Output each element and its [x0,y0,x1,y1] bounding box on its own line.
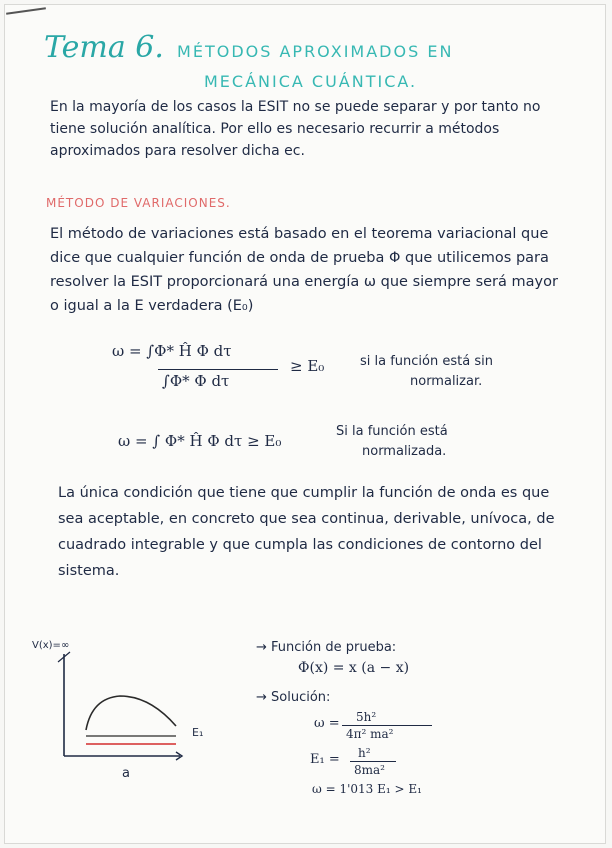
eq1-rhs: ≥ E₀ [290,357,325,375]
omega-numerator: 5h² [356,710,377,724]
trial-function-curve [86,696,176,730]
e1-fraction-line [350,761,396,762]
omega-lhs: ω = [314,716,340,731]
solution-label: → Solución: [256,690,331,705]
eq2-note-line2: normalizada. [362,444,447,459]
e1-denominator: 8ma² [354,763,385,777]
plot-x-label: a [122,766,130,781]
eq1-fraction-line [158,369,278,370]
title-main: Tema 6. [44,30,164,65]
eq1-denominator: ∫Φ* Φ dτ [162,372,230,390]
e1-numerator: h² [358,746,371,760]
variational-paragraph: El método de variaciones está basado en el teorema variacional que dice que cualquier función de onda de prueba Φ que utilicemos para resolver la ESIT proporcionará una energía ω que siempre será mayor o igual a la E verdadera (E₀) [50,226,558,314]
trial-function-label: → Función de prueba: [256,640,397,655]
omega-fraction-line [342,725,432,726]
plot-y-label: V(x)=∞ [32,640,70,651]
title-subject-line1: MÉTODOS APROXIMADOS EN [177,42,454,61]
condition-paragraph: La única condición que tiene que cumplir la función de onda es que sea aceptable, en concreto que sea continua, derivable, unívoca, de cuadrado integrable y que cumpla las condiciones de contorno del sistema. [58,485,555,579]
trial-function-expr: Φ(x) = x (a − x) [298,660,410,676]
eq2-expression: ω = ∫ Φ* Ĥ Φ dτ ≥ E₀ [118,432,282,450]
omega-denominator: 4π² ma² [346,727,394,741]
title-subject-line2: MECÁNICA CUÁNTICA. [204,72,418,91]
intro-paragraph: En la mayoría de los casos la ESIT no se puede separar y por tanto no tiene solución analítica. Por ello es necesario recurrir a métodos aproximados para resolver dicha ec. [50,99,541,159]
section-heading: MÉTODO DE VARIACIONES. [46,196,231,210]
e1-lhs: E₁ = [310,752,340,767]
eq1-numerator: ω = ∫Φ* Ĥ Φ dτ [112,342,232,360]
page-title [44,30,564,91]
eq1-note-line1: si la función está sin [360,354,493,369]
plot-e1-label: E₁ [192,726,204,739]
potential-well-sketch [30,640,200,770]
eq2-note-line1: Si la función está [336,424,448,439]
result-expr: ω = 1'013 E₁ > E₁ [312,782,422,796]
eq1-note-line2: normalizar. [410,374,483,389]
